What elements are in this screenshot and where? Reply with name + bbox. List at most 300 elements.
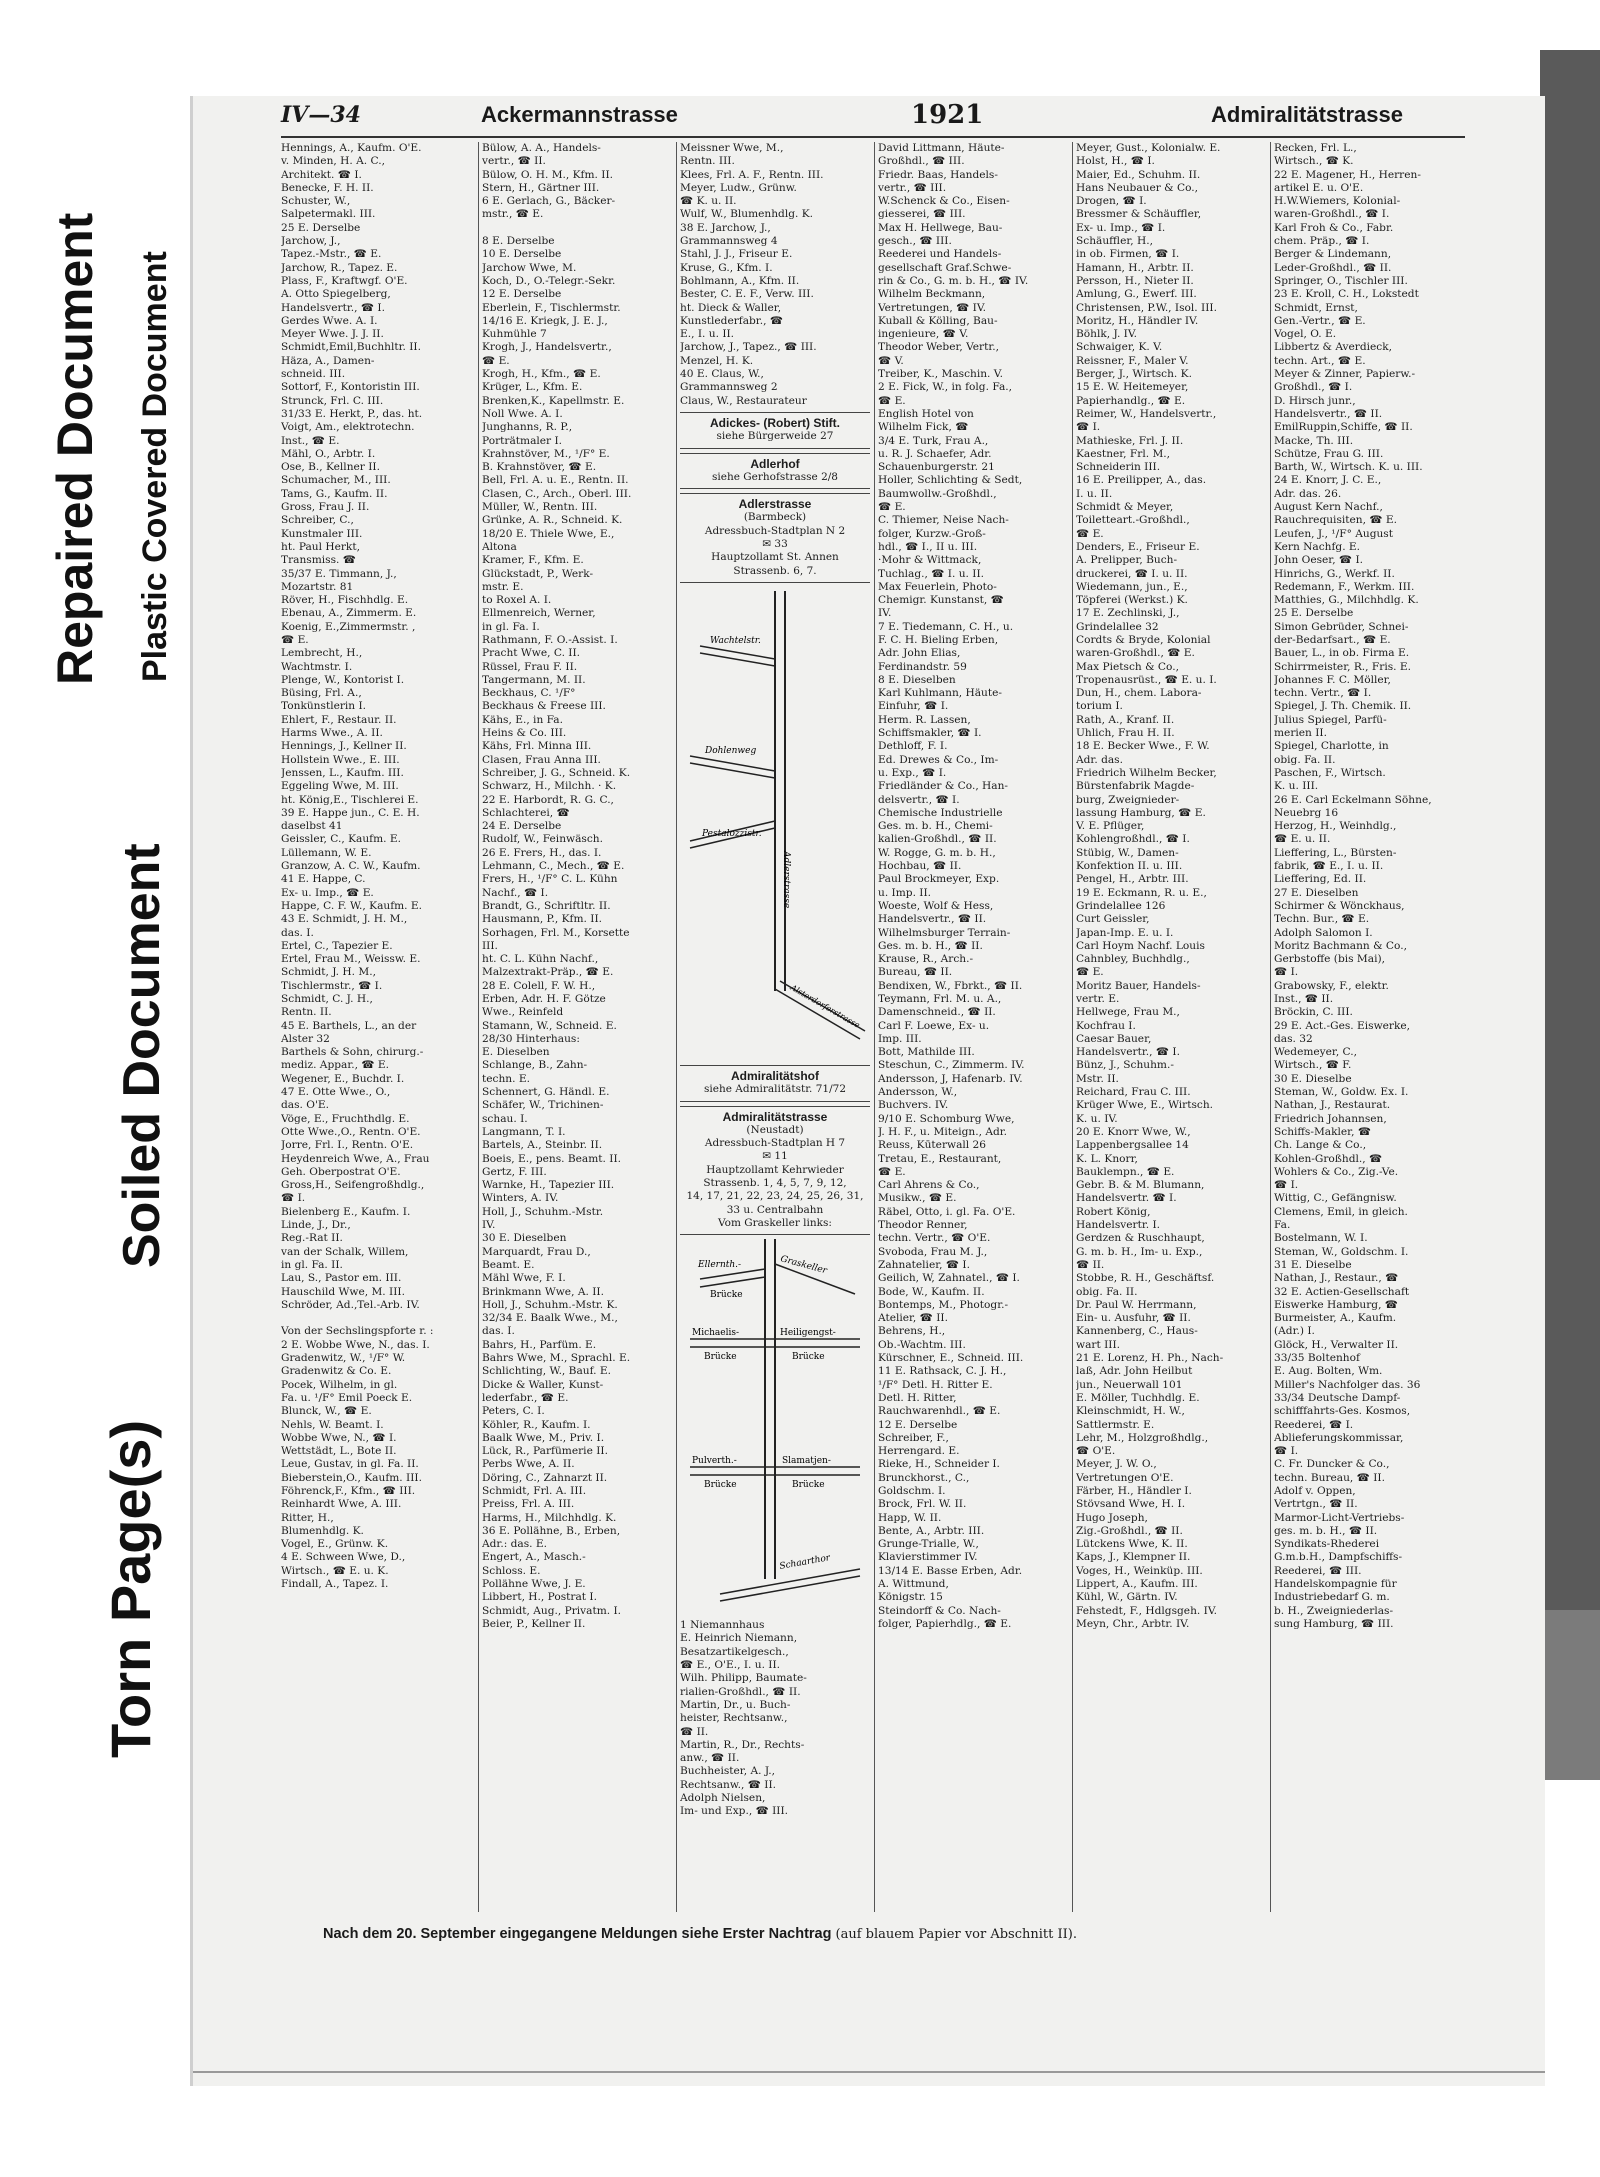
- directory-entry: merien II.: [1274, 727, 1327, 740]
- directory-entry: Grünke, A. R., Schneid. K.: [482, 514, 623, 527]
- directory-entry: b. H., Zweigniederlas-: [1274, 1604, 1394, 1617]
- directory-entry: G. m. b. H., Im- u. Exp.,: [1076, 1245, 1203, 1258]
- directory-entry: Grunge-Trialle, W.,: [878, 1538, 979, 1551]
- directory-entry: Ein- u. Ausfuhr, ☎ II.: [1076, 1312, 1191, 1325]
- directory-entry: 18/20 E. Thiele Wwe, E.,: [482, 527, 615, 540]
- directory-entry: Neuebrg 16: [1274, 806, 1339, 819]
- directory-entry: Redemann, F., Werkm. III.: [1274, 580, 1415, 593]
- directory-columns: [281, 142, 1465, 1912]
- map-street-label: Dohlenweg: [705, 745, 757, 756]
- directory-entry: Handelsvertr. ☎ I.: [1076, 1192, 1177, 1205]
- directory-entry: Schmidt, Ernst,: [1274, 301, 1358, 314]
- directory-entry: Peters, C. I.: [482, 1405, 545, 1418]
- directory-entry: Schiffsmakler, ☎ I.: [878, 727, 982, 740]
- directory-entry: Kleinschmidt, H. W.,: [1076, 1405, 1185, 1418]
- directory-entry: Burmeister, A., Kaufm.: [1274, 1312, 1397, 1325]
- directory-entry: ht. Dieck & Waller,: [680, 301, 782, 314]
- directory-entry: E. Heinrich Niemann,: [680, 1632, 798, 1645]
- directory-entry: Persson, H., Nieter II.: [1076, 274, 1194, 287]
- directory-entry: Leufen, J., ¹/F° August: [1274, 527, 1394, 540]
- directory-entry: Wiedemann, jun., E.,: [1076, 580, 1188, 593]
- directory-entry: Hausmann, P., Kfm. II.: [482, 913, 602, 926]
- directory-entry: Bontemps, M., Photogr.-: [878, 1298, 1009, 1311]
- directory-entry: Wegener, E., Buchdr. I.: [281, 1072, 405, 1085]
- directory-entry: Rieke, H., Schneider I.: [878, 1458, 1000, 1471]
- directory-entry: Gradenwitz & Co. E.: [281, 1365, 392, 1378]
- directory-entry: Kähs, E., in Fa.: [482, 713, 563, 726]
- box-line: (Barmbeck): [743, 511, 807, 524]
- directory-entry: ☎ I.: [281, 1192, 306, 1205]
- directory-entry: Marquardt, Frau D.,: [482, 1245, 591, 1258]
- directory-entry: Bott, Mathilde III.: [878, 1046, 975, 1059]
- directory-entry: ☎ I.: [1274, 966, 1299, 979]
- directory-entry: das. I.: [482, 1325, 515, 1338]
- directory-entry: Brock, Frl. W. II.: [878, 1498, 967, 1511]
- directory-entry: Tams, G., Kaufm. II.: [281, 487, 388, 500]
- directory-entry: Inst., ☎ E.: [281, 434, 340, 447]
- box-line: siehe Gerhofstrasse 2/8: [712, 470, 838, 483]
- directory-entry: ☎ E.: [878, 394, 906, 407]
- directory-entry: druckerei, ☎ I. u. II.: [1076, 567, 1188, 580]
- directory-entry: Von der Sechslingspforte r. :: [281, 1325, 434, 1338]
- directory-entry: Mathieske, Frl. J. II.: [1076, 434, 1184, 447]
- directory-entry: Krogh, J., Handelsvertr.,: [482, 341, 612, 354]
- directory-entry: Svoboda, Frau M. J.,: [878, 1245, 988, 1258]
- directory-entry: ☎ E., O'E., I. u. II.: [680, 1659, 781, 1672]
- directory-entry: Rechtsanw., ☎ II.: [680, 1778, 777, 1791]
- directory-entry: Stamann, W., Schneid. E.: [482, 1019, 617, 1032]
- directory-entry: Kohlen-Großhdl., ☎: [1274, 1152, 1383, 1165]
- directory-entry: 26 E. Carl Eckelmann Söhne,: [1274, 793, 1432, 806]
- box-line: ✉ 11: [762, 1150, 788, 1163]
- directory-entry: Rentn. II.: [281, 1006, 332, 1019]
- directory-entry: Stobbe, R. H., Geschäftsf.: [1076, 1272, 1215, 1285]
- directory-entry: Gerdzen & Ruschhaupt,: [1076, 1232, 1205, 1245]
- directory-entry: Ose, B., Kellner II.: [281, 461, 380, 474]
- directory-entry: Perbs Wwe, A. II.: [482, 1458, 575, 1471]
- directory-entry: Strunck, Frl. C. III.: [281, 394, 384, 407]
- directory-entry: ht. König,E., Tischlerei E.: [281, 793, 419, 806]
- directory-entry: techn. Art., ☎ E.: [1274, 354, 1366, 367]
- directory-entry: Schäuffler, H.,: [1076, 235, 1153, 248]
- directory-entry: 31/33 E. Herkt, P., das. ht.: [281, 407, 423, 420]
- directory-entry: ¹/F° Detl. H. Ritter E.: [878, 1378, 993, 1391]
- directory-entry: Beier, P., Kellner II.: [482, 1617, 586, 1630]
- directory-entry: Curt Geissler,: [1076, 913, 1150, 926]
- directory-entry: Stövsand Wwe, H. I.: [1076, 1498, 1186, 1511]
- directory-entry: Dicke & Waller, Kunst-: [482, 1378, 604, 1391]
- directory-entry: mstr. E.: [482, 580, 524, 593]
- directory-entry: G.m.b.H., Dampfschiffs-: [1274, 1551, 1403, 1564]
- directory-entry: Heins & Co. III.: [482, 727, 567, 740]
- box-title: Admiralitätshof: [730, 1068, 819, 1083]
- directory-entry: 20 E. Knorr Wwe, W.,: [1076, 1125, 1191, 1138]
- directory-entry: ☎ V.: [878, 354, 904, 367]
- directory-entry: Transmiss. ☎: [281, 554, 356, 567]
- directory-entry: J. H. F., u. Miteign., Adr.: [878, 1125, 1008, 1138]
- directory-entry: ☎ E.: [1076, 966, 1104, 979]
- directory-entry: Barth, W., Wirtsch. K. u. III.: [1274, 461, 1423, 474]
- directory-entry: Bünz, J., Schuhm.-: [1076, 1059, 1174, 1072]
- directory-entry: torium I.: [1076, 700, 1123, 713]
- directory-entry: kalien-Großhdl., ☎ II.: [878, 833, 997, 846]
- directory-entry: Cordts & Bryde, Kolonial: [1076, 633, 1211, 646]
- directory-entry: C. Thiemer, Neise Nach-: [878, 514, 1009, 527]
- box-line: 33 u. Centralbahn: [726, 1203, 824, 1216]
- directory-entry: 2 E. Wobbe Wwe, N., das. I.: [281, 1338, 430, 1351]
- directory-entry: 16 E. Preilipper, A., das.: [1076, 474, 1207, 487]
- directory-entry: lederfabr., ☎ E.: [482, 1391, 569, 1404]
- directory-entry: A. Prelipper, Buch-: [1076, 554, 1178, 567]
- directory-entry: delsvertr., ☎ I.: [878, 793, 960, 806]
- directory-entry: III.: [482, 939, 498, 952]
- directory-entry: Karl Froh & Co., Fabr.: [1274, 221, 1394, 234]
- directory-entry: Erben, Adr. H. F. Götze: [482, 993, 606, 1005]
- directory-entry: Wachtmstr. I.: [281, 660, 353, 673]
- directory-entry: Zahnatelier, ☎ I.: [878, 1258, 970, 1271]
- directory-entry: Andersson, W.,: [878, 1086, 958, 1099]
- directory-entry: Barthels & Sohn, chirurg.-: [281, 1046, 424, 1059]
- directory-entry: Kunstmaler III.: [281, 527, 363, 540]
- directory-entry: techn. Vertr., ☎ I.: [1274, 687, 1372, 700]
- header-street-end: Admiralitätstrasse: [1211, 102, 1403, 127]
- directory-entry: Alster 32: [281, 1032, 330, 1045]
- directory-entry: 39 E. Happe jun., C. E. H.: [281, 806, 420, 819]
- box-line: Hauptzollamt St. Annen: [711, 551, 839, 564]
- directory-entry: Cahnbley, Buchhdlg.,: [1076, 953, 1190, 966]
- box-line: Adressbuch-Stadtplan H 7: [704, 1137, 846, 1150]
- label-plastic-covered: Plastic Covered Document: [136, 251, 174, 682]
- directory-entry: Schiffs-Makler, ☎: [1274, 1125, 1372, 1138]
- directory-entry: Klees, Frl. A. F., Rentn. III.: [680, 168, 824, 181]
- page-number: IV—34: [281, 102, 361, 128]
- directory-entry: K. u. IV.: [1076, 1112, 1118, 1125]
- directory-entry: Meyer, J. W. O.,: [1076, 1458, 1157, 1471]
- directory-entry: 9/10 E. Schomburg Wwe,: [878, 1112, 1015, 1125]
- directory-entry: Hugo Joseph,: [1076, 1511, 1148, 1524]
- directory-entry: Bröckin, C. III.: [1274, 1006, 1353, 1019]
- directory-entry: Krahnstöver, M., ¹/F° E.: [482, 447, 610, 460]
- directory-entry: Reissner, F., Maler V.: [1076, 354, 1189, 367]
- directory-entry: Papierhandlg., ☎ E.: [1076, 394, 1186, 407]
- directory-entry: Salpetermakl. III.: [281, 208, 376, 221]
- directory-entry: Handelsvertr. I.: [1076, 1219, 1161, 1232]
- directory-entry: Lütckens Wwe, K. II.: [1076, 1538, 1188, 1551]
- directory-entry: Hennings, A., Kaufm. O'E.: [281, 142, 422, 154]
- directory-entry: Berger & Lindemann,: [1274, 248, 1392, 261]
- directory-entry: Blumenhdlg. K.: [281, 1524, 364, 1537]
- directory-entry: Theodor Renner,: [878, 1219, 968, 1232]
- directory-entry: Voigt, Am., elektrotechn.: [281, 421, 415, 434]
- directory-entry: Wulf, W., Blumenhdlg. K.: [680, 208, 814, 221]
- directory-entry: Linde, J., Dr.,: [281, 1219, 351, 1232]
- directory-entry: Wilhelmsburger Terrain-: [878, 926, 1011, 939]
- map-street-label: Schaarthor: [778, 1553, 831, 1573]
- admiralitaetstrasse-box: [680, 1106, 870, 1236]
- directory-entry: 24 E. Derselbe: [482, 820, 562, 833]
- directory-entry: Schäfer, W., Trichinen-: [482, 1099, 604, 1112]
- directory-entry: Koenig, E.,Zimmermstr. ,: [281, 620, 416, 633]
- directory-entry: [281, 1312, 471, 1325]
- directory-entry: Claus, W., Restaurateur: [680, 394, 807, 407]
- directory-entry: Fa.: [1274, 1219, 1291, 1232]
- directory-entry: Ellmenreich, Werner,: [482, 607, 596, 620]
- directory-entry: E. Dieselben: [482, 1046, 550, 1059]
- directory-entry: Martin, Dr., u. Buch-: [680, 1698, 791, 1711]
- directory-entry: Malzextrakt-Präp., ☎ E.: [482, 966, 614, 979]
- directory-entry: Ritter, H.,: [281, 1511, 334, 1524]
- directory-entry: Theodor Weber, Vertr.,: [878, 341, 1000, 354]
- directory-entry: waren-Großhdl., ☎ I.: [1274, 208, 1390, 221]
- directory-entry: Gen.-Vertr., ☎ E.: [1274, 314, 1366, 327]
- directory-entry: ☎ I.: [1076, 421, 1101, 434]
- column-3: [680, 142, 870, 1912]
- directory-entry: Reimer, W., Handelsvertr.,: [1076, 407, 1217, 420]
- directory-entry: Tropenausrüst., ☎ E. u. I.: [1076, 673, 1217, 686]
- directory-entry: Schneiderin III.: [1076, 461, 1161, 474]
- directory-entry: Dethloff, F. I.: [878, 740, 948, 753]
- directory-entry: Paschen, F., Wirtsch.: [1274, 766, 1386, 779]
- directory-entry: Junghanns, R. P.,: [482, 421, 573, 434]
- directory-entry: Nathan, J., Restaurat.: [1274, 1099, 1391, 1112]
- directory-entry: Grindelallee 32: [1076, 620, 1159, 633]
- directory-entry: Christensen, P.W., Isol. III.: [1076, 301, 1217, 314]
- directory-entry: das. O'E.: [281, 1099, 329, 1112]
- directory-entry: 29 E. Act.-Ges. Eiswerke,: [1274, 1019, 1411, 1032]
- directory-entry: Kruse, G., Kfm. I.: [680, 261, 773, 274]
- directory-entry: Musikw., ☎ E.: [878, 1192, 957, 1205]
- scanner-edge-strip-lower: [1540, 1610, 1600, 1780]
- directory-entry: Heydenreich Wwe, A., Frau: [281, 1152, 430, 1165]
- directory-entry: Clemens, Emil, in gleich.: [1274, 1205, 1408, 1218]
- directory-entry: Im- und Exp., ☎ III.: [680, 1805, 789, 1818]
- directory-entry: Benecke, F. H. II.: [281, 181, 374, 194]
- adlerhof-box: [680, 453, 870, 490]
- directory-entry: E. Möller, Tuchhdlg. E.: [1076, 1391, 1200, 1404]
- directory-entry: Handelsvertr., ☎ II.: [1274, 407, 1383, 420]
- map-street-label: Pestalozzistr.: [702, 828, 762, 839]
- directory-entry: Wettstädt, L., Bote II.: [281, 1445, 397, 1458]
- directory-entry: Adolph Nielsen,: [680, 1792, 766, 1805]
- directory-entry: Amlung, G., Ewerf. III.: [1076, 288, 1197, 301]
- directory-entry: Atelier, ☎ II.: [878, 1312, 948, 1325]
- directory-entry: ☎ E.: [1076, 527, 1104, 540]
- directory-entry: Nathan, J., Restaur., ☎: [1274, 1272, 1399, 1285]
- directory-entry: folger, Kurzw.-Groß-: [878, 527, 986, 540]
- map-bridge-label: Heiligengst-: [780, 1328, 836, 1339]
- directory-entry: Ertel, Frau M., Weissw. E.: [281, 953, 421, 966]
- directory-entry: Schuster, W.,: [281, 195, 351, 208]
- directory-entry: Kuball & Kölling, Bau-: [878, 314, 998, 327]
- directory-entry: Handelskompagnie für: [1274, 1578, 1397, 1591]
- directory-entry: Carl Ahrens & Co.,: [878, 1179, 980, 1192]
- directory-entry: Tischlermstr., ☎ I.: [281, 979, 383, 992]
- directory-entry: Gross, Frau J. II.: [281, 501, 370, 514]
- directory-entry: Max H. Hellwege, Bau-: [878, 221, 1003, 234]
- directory-entry: 43 E. Schmidt, J. H. M.,: [281, 913, 408, 926]
- directory-entry: Macke, Th. III.: [1274, 434, 1354, 447]
- directory-entry: 25 E. Derselbe: [281, 221, 361, 234]
- directory-entry: 30 E. Dieselbe: [1274, 1072, 1352, 1085]
- directory-entry: Harms, H., Milchhdlg. K.: [482, 1511, 617, 1524]
- directory-entry: Rathmann, F. O.-Assist. I.: [482, 633, 618, 646]
- directory-entry: Blunck, W., ☎ E.: [281, 1405, 372, 1418]
- directory-entry: artikel E. u. O'E.: [1274, 181, 1364, 194]
- directory-entry: Tonkünstlerin I.: [281, 700, 367, 713]
- directory-entry: Detl. H. Ritter,: [878, 1391, 957, 1404]
- directory-entry: Wohlers & Co., Zig.-Ve.: [1274, 1165, 1399, 1178]
- directory-entry: 33/34 Deutsche Dampf-: [1274, 1391, 1401, 1404]
- map-street-label: Wachtelstr.: [710, 635, 761, 646]
- directory-entry: Carl F. Loewe, Ex- u.: [878, 1019, 990, 1032]
- directory-entry: Woeste, Wolf & Hess,: [878, 899, 994, 912]
- directory-entry: Kürschner, E., Schneid. III.: [878, 1352, 1024, 1365]
- directory-entry: Kochfrau I.: [1076, 1019, 1136, 1032]
- directory-entry: Brunckhorst., C.,: [878, 1471, 970, 1484]
- directory-entry: Moritz Bachmann & Co.,: [1274, 939, 1407, 952]
- directory-entry: K. u. III.: [1274, 780, 1319, 793]
- directory-entry: Steindorff & Co. Nach-: [878, 1604, 1001, 1617]
- directory-entry: Wilhelm Fick, ☎: [878, 421, 969, 434]
- directory-entry: Großhdl., ☎ III.: [878, 155, 965, 168]
- directory-entry: Hellwege, Frau M.,: [1076, 1006, 1180, 1019]
- directory-entry: schneid. III.: [281, 368, 346, 381]
- directory-entry: schifffahrts-Ges. Kosmos,: [1274, 1405, 1411, 1418]
- directory-entry: Zig.-Großhdl., ☎ II.: [1076, 1524, 1183, 1537]
- directory-entry: Krüger, L., Kfm. E.: [482, 381, 583, 394]
- map-street-label: Alsterdorferstrasse: [789, 982, 862, 1030]
- directory-entry: Bell, Frl. A. u. E., Rentn. II.: [482, 474, 629, 487]
- directory-entry: Adr. John Elias,: [878, 647, 961, 660]
- directory-entry: Hennings, J., Kellner II.: [281, 740, 407, 753]
- directory-entry: Adr.: das. E.: [482, 1538, 548, 1551]
- directory-entry: Bartels, A., Steinbr. II.: [482, 1139, 603, 1152]
- directory-entry: 30 E. Dieselben: [482, 1232, 567, 1245]
- directory-entry: Grammannsweg 4: [680, 235, 778, 248]
- directory-entry: Nehls, W. Beamt. I.: [281, 1418, 384, 1431]
- directory-entry: Simon Gebrüder, Schnei-: [1274, 620, 1409, 633]
- directory-entry: Chemische Industrielle: [878, 806, 1003, 819]
- directory-entry: Herm. R. Lassen,: [878, 713, 971, 726]
- directory-entry: Krogh, H., Kfm., ☎ E.: [482, 368, 601, 381]
- directory-entry: Fehstedt, F., Hdlgsgeh. IV.: [1076, 1604, 1217, 1617]
- map-bridge-label: Brücke: [710, 1290, 743, 1301]
- directory-entry: Mstr. II.: [1076, 1072, 1119, 1085]
- directory-entry: Lippert, A., Kaufm. III.: [1076, 1578, 1198, 1591]
- directory-entry: Treiber, K., Maschin. V.: [878, 368, 1003, 381]
- directory-entry: Tuchlag., ☎ I. u. II.: [878, 567, 985, 580]
- directory-entry: Vogel, E., Grünw. K.: [281, 1538, 389, 1551]
- directory-entry: Bülow, A. A., Handels-: [482, 142, 601, 154]
- directory-entry: Architekt. ☎ I.: [281, 168, 362, 181]
- directory-entry: chem. Präp., ☎ I.: [1274, 235, 1370, 248]
- directory-entry: (Adr.) I.: [1274, 1325, 1315, 1338]
- directory-entry: Bieberstein,O., Kaufm. III.: [281, 1471, 422, 1484]
- directory-entry: Teymann, Frl. M. u. A.,: [878, 993, 1002, 1005]
- directory-entry: Clasen, C., Arch., Oberl. III.: [482, 487, 632, 500]
- directory-entry: 15 E. W. Heitemeyer,: [1076, 381, 1189, 394]
- directory-entry: Leue, Gustav, in gl. Fa. II.: [281, 1458, 419, 1471]
- directory-entry: Föhrenck,F., Kfm., ☎ III.: [281, 1484, 416, 1497]
- directory-entry: Mähl, O., Arbtr. I.: [281, 447, 376, 460]
- directory-entry: Buchheister, A. J.,: [680, 1765, 775, 1778]
- directory-entry: ingenieure, ☎ V.: [878, 328, 969, 341]
- directory-entry: 22 E. Harbordt, R. G. C.,: [482, 793, 614, 806]
- directory-entry: Wirtsch., ☎ F.: [1274, 1059, 1352, 1072]
- directory-entry: in ob. Firmen, ☎ I.: [1076, 248, 1180, 261]
- directory-entry: D. Hirsch junr.,: [1274, 394, 1356, 407]
- directory-entry: Herzog, H., Weinhdlg.,: [1274, 820, 1397, 833]
- directory-entry: Rudolf, W., Feinwäsch.: [482, 833, 603, 846]
- directory-entry: F. C. H. Bieling Erben,: [878, 633, 999, 646]
- directory-entry: 12 E. Derselbe: [878, 1418, 958, 1431]
- column-divider: [1072, 142, 1073, 1912]
- page-footer-note: [323, 1926, 1423, 1942]
- directory-entry: Hamann, H., Arbtr. II.: [1076, 261, 1194, 274]
- directory-entry: anw., ☎ II.: [680, 1752, 740, 1765]
- directory-entry: Pocek, Wilhelm, in gl.: [281, 1378, 398, 1391]
- directory-entry: E. Aug. Bolten, Wm.: [1274, 1365, 1383, 1378]
- directory-entry: Lüllemann, W. E.: [281, 846, 372, 859]
- directory-entry: 36 E. Pollähne, B., Erben,: [482, 1524, 621, 1537]
- column-divider: [676, 142, 677, 1912]
- directory-entry: Sottorf, F., Kontoristin III.: [281, 381, 420, 394]
- directory-entry: Schwarz, H., Milchh. · K.: [482, 780, 617, 793]
- directory-entry: Dun, H., chem. Labora-: [1076, 687, 1202, 700]
- directory-entry: EmilRuppin,Schiffe, ☎ II.: [1274, 421, 1413, 434]
- directory-entry: 4 E. Schween Wwe, D.,: [281, 1551, 406, 1564]
- directory-entry: 28/30 Hinterhaus:: [482, 1032, 580, 1045]
- directory-entry: Drogen, ☎ I.: [1076, 195, 1147, 208]
- directory-entry: ☎ O'E.: [1076, 1445, 1116, 1458]
- directory-entry: H.W.Wiemers, Kolonial-: [1274, 195, 1401, 208]
- directory-entry: Schütze, Frau G. III.: [1274, 447, 1384, 460]
- directory-entry: Libbert, H., Postrat I.: [482, 1591, 597, 1604]
- directory-entry: Leder-Großhdl., ☎ II.: [1274, 261, 1392, 274]
- directory-entry: u. R. J. Schaefer, Adr.: [878, 447, 992, 460]
- directory-entry: Bostelmann, W. I.: [1274, 1232, 1368, 1245]
- column-4: [878, 142, 1068, 1912]
- directory-entry: fabrik, ☎ E., I. u. II.: [1274, 860, 1384, 873]
- directory-entry: Ges. m. b. H., Chemi-: [878, 820, 993, 833]
- directory-entry: daselbst 41: [281, 820, 343, 833]
- page-header: [281, 100, 1465, 138]
- directory-entry: in gl. Fa. I.: [482, 620, 540, 633]
- directory-entry: lassung Hamburg, ☎ E.: [1076, 806, 1206, 819]
- directory-entry: Kramer, F., Kfm. E.: [482, 554, 584, 567]
- directory-entry: Plenge, W., Kontorist I.: [281, 673, 405, 686]
- directory-entry: Inst., ☎ II.: [1274, 993, 1334, 1005]
- directory-entry: Wwe., Reinfeld: [482, 1006, 564, 1019]
- directory-entry: Goldschm. I.: [878, 1484, 946, 1497]
- directory-entry: Vöge, E., Fruchthdlg. E.: [281, 1112, 410, 1125]
- directory-entry: Meyn, Chr., Arbtr. IV.: [1076, 1617, 1190, 1630]
- directory-entry: Brinkmann Wwe, A. II.: [482, 1285, 604, 1298]
- directory-entry: Findall, A., Tapez. I.: [281, 1578, 389, 1591]
- directory-entry: Reichard, Frau C. III.: [1076, 1086, 1191, 1099]
- directory-entry: Moritz Bauer, Handels-: [1076, 979, 1201, 992]
- directory-entry: 40 E. Claus, W.,: [680, 368, 764, 381]
- directory-entry: V. E. Pflüger,: [1076, 820, 1145, 833]
- directory-entry: 11 E. Rathsack, C. J. H.,: [878, 1365, 1007, 1378]
- directory-entry: Besatzartikelgesch.,: [680, 1645, 789, 1658]
- directory-entry: David Littmann, Häute-: [878, 142, 1005, 154]
- directory-entry: Holl, J., Schuhm.-Mstr. K.: [482, 1298, 618, 1311]
- directory-entry: Happe, C. F. W., Kaufm. E.: [281, 899, 423, 912]
- directory-entry: Ablieferungskommissar,: [1274, 1431, 1404, 1444]
- directory-entry: in gl. Fa. II.: [281, 1258, 343, 1271]
- directory-entry: Ch. Lange & Co.,: [1274, 1139, 1367, 1152]
